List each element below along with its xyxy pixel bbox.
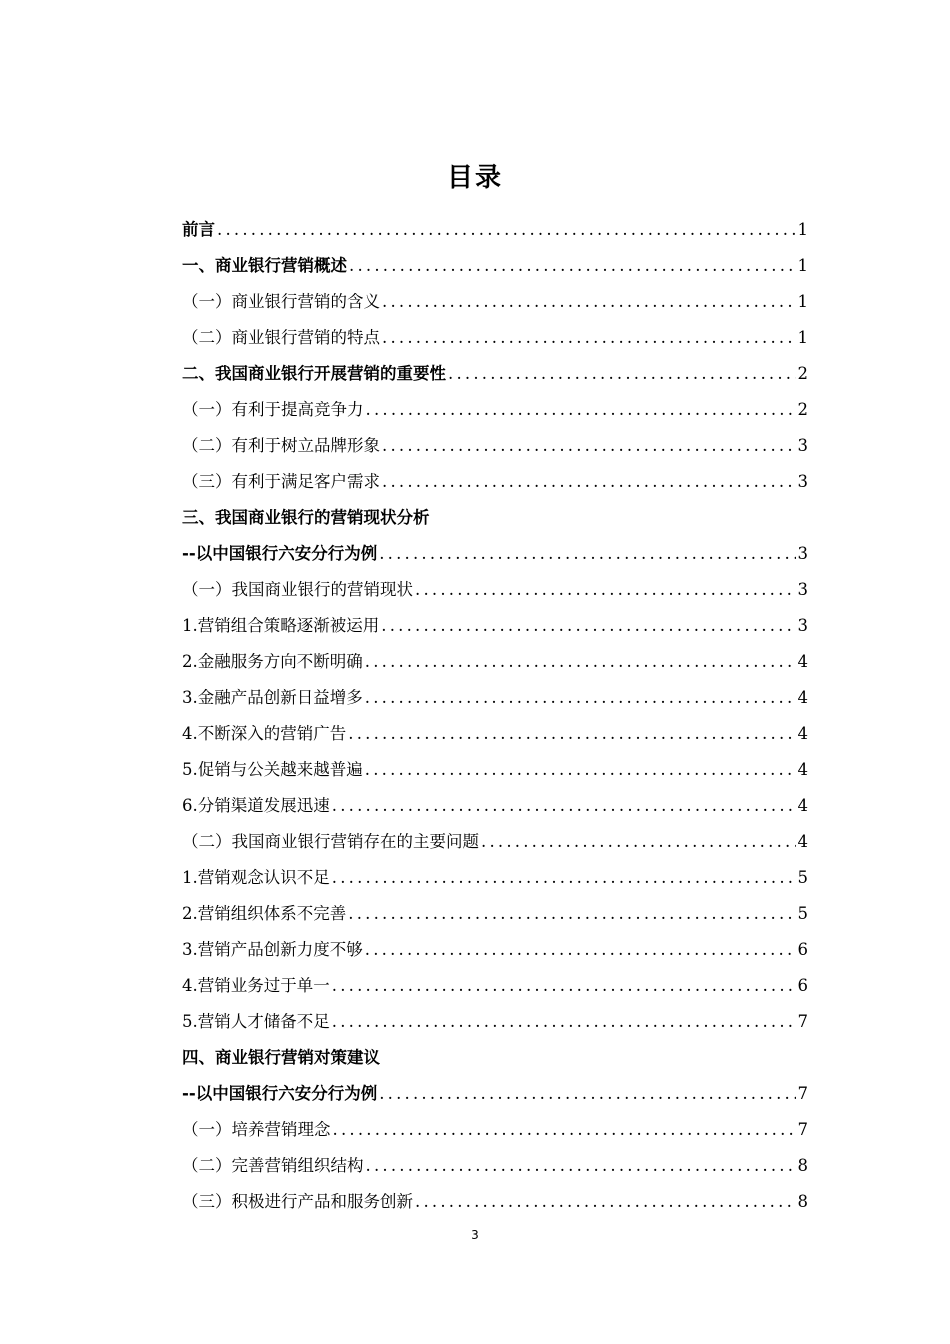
toc-entry-text: （三）有利于满足客户需求 xyxy=(182,472,380,491)
toc-entry xyxy=(182,968,808,1004)
toc-entry-text: 前言 xyxy=(182,220,215,239)
toc-entry xyxy=(182,1076,808,1112)
toc-dot-leader xyxy=(348,716,795,752)
toc-entry-page: 5 xyxy=(797,904,808,923)
toc-entry-page: 4 xyxy=(797,688,808,707)
toc-entry-text: 四、商业银行营销对策建议 xyxy=(182,1048,380,1067)
toc-entry xyxy=(182,1040,808,1076)
toc-entry-page: 1 xyxy=(797,292,808,311)
toc-entry-page: 5 xyxy=(797,868,808,887)
toc-dot-leader xyxy=(382,320,796,356)
toc-dot-leader xyxy=(381,608,795,644)
toc-entry-text: 4.不断深入的营销广告 xyxy=(182,724,347,743)
toc-dot-leader xyxy=(379,536,795,572)
toc-entry xyxy=(182,860,808,896)
toc-entry-text: 6.分销渠道发展迅速 xyxy=(182,796,330,815)
toc-dot-leader xyxy=(382,428,796,464)
toc-entry-page: 6 xyxy=(797,940,808,959)
toc-entry xyxy=(182,356,808,392)
toc-entry-page: 7 xyxy=(797,1120,808,1139)
toc-entry-text: 2.金融服务方向不断明确 xyxy=(182,652,363,671)
toc-entry-page: 3 xyxy=(797,544,808,563)
toc-dot-leader xyxy=(332,788,796,824)
toc-dot-leader xyxy=(349,248,796,284)
toc-entry-text: （一）培养营销理念 xyxy=(182,1120,331,1139)
toc-entry-text: （一）我国商业银行的营销现状 xyxy=(182,580,413,599)
toc-dot-leader xyxy=(481,824,796,860)
toc-dot-leader xyxy=(332,968,796,1004)
toc-entry-text: （二）完善营销组织结构 xyxy=(182,1156,364,1175)
toc-entry xyxy=(182,896,808,932)
toc-dot-leader xyxy=(365,680,796,716)
toc-entry-page: 3 xyxy=(797,616,808,635)
toc-dot-leader xyxy=(365,752,796,788)
toc-entry-text: 二、我国商业银行开展营销的重要性 xyxy=(182,364,446,383)
toc-entry-text: 5.营销人才储备不足 xyxy=(182,1012,330,1031)
toc-entry-page: 2 xyxy=(797,400,808,419)
toc-entry-text: 2.营销组织体系不完善 xyxy=(182,904,347,923)
toc-entry-page: 4 xyxy=(797,832,808,851)
toc-entry-page: 8 xyxy=(797,1192,808,1211)
toc-dot-leader xyxy=(332,1004,796,1040)
toc-entry xyxy=(182,320,808,356)
toc-entry-text: （一）商业银行营销的含义 xyxy=(182,292,380,311)
toc-entry xyxy=(182,1184,808,1220)
toc-entry xyxy=(182,428,808,464)
toc-entry-page: 1 xyxy=(797,220,808,239)
toc-entry xyxy=(182,464,808,500)
toc-entry xyxy=(182,536,808,572)
toc-title: 目录 xyxy=(446,163,503,193)
toc-dot-leader xyxy=(217,212,796,248)
toc-entry xyxy=(182,644,808,680)
toc-entry xyxy=(182,1112,808,1148)
toc-entry-page: 7 xyxy=(797,1084,808,1103)
toc-entry xyxy=(182,212,808,248)
toc-entry-page: 4 xyxy=(797,724,808,743)
toc-entry-text: 3.营销产品创新力度不够 xyxy=(182,940,363,959)
toc-entry xyxy=(182,1148,808,1184)
toc-entry xyxy=(182,788,808,824)
toc-entry xyxy=(182,608,808,644)
toc-dot-leader xyxy=(348,896,795,932)
toc-entry-text: （二）我国商业银行营销存在的主要问题 xyxy=(182,832,479,851)
toc-entry xyxy=(182,284,808,320)
toc-entry xyxy=(182,392,808,428)
toc-entry-page: 3 xyxy=(797,436,808,455)
toc-entry-page: 2 xyxy=(797,364,808,383)
toc-entry-page: 4 xyxy=(797,796,808,815)
toc-dot-leader xyxy=(448,356,796,392)
toc-dot-leader xyxy=(366,392,796,428)
toc-entry-text: （三）积极进行产品和服务创新 xyxy=(182,1192,413,1211)
toc-dot-leader xyxy=(332,860,796,896)
toc-entry-text: （二）有利于树立品牌形象 xyxy=(182,436,380,455)
toc-dot-leader xyxy=(382,464,796,500)
toc-entry-text: 1.营销组合策略逐渐被运用 xyxy=(182,616,380,635)
toc-entry-page: 1 xyxy=(797,328,808,347)
toc-dot-leader xyxy=(333,1112,796,1148)
toc-entry-text: （二）商业银行营销的特点 xyxy=(182,328,380,347)
toc-entry-page: 1 xyxy=(797,256,808,275)
toc-entry xyxy=(182,716,808,752)
toc-entry-text: 一、商业银行营销概述 xyxy=(182,256,347,275)
toc-entry xyxy=(182,824,808,860)
toc-entry-text: --以中国银行六安分行为例 xyxy=(182,1084,378,1103)
toc-entry xyxy=(182,752,808,788)
toc-entry-page: 8 xyxy=(797,1156,808,1175)
toc-list xyxy=(182,212,808,1220)
toc-entry xyxy=(182,500,808,536)
toc-entry-text: --以中国银行六安分行为例 xyxy=(182,544,378,563)
toc-dot-leader xyxy=(379,1076,795,1112)
toc-entry xyxy=(182,572,808,608)
toc-dot-leader xyxy=(415,572,796,608)
toc-entry-text: 三、我国商业银行的营销现状分析 xyxy=(182,508,430,527)
toc-entry-page: 3 xyxy=(797,472,808,491)
toc-entry-text: 3.金融产品创新日益增多 xyxy=(182,688,363,707)
toc-entry-text: 1.营销观念认识不足 xyxy=(182,868,330,887)
toc-entry-text: （一）有利于提高竞争力 xyxy=(182,400,364,419)
page-number: 3 xyxy=(471,1228,479,1242)
toc-dot-leader xyxy=(366,1148,796,1184)
toc-entry xyxy=(182,248,808,284)
toc-entry-page: 4 xyxy=(797,760,808,779)
toc-entry-page: 4 xyxy=(797,652,808,671)
toc-entry-page: 7 xyxy=(797,1012,808,1031)
toc-entry-page: 6 xyxy=(797,976,808,995)
toc-dot-leader xyxy=(415,1184,796,1220)
toc-entry xyxy=(182,932,808,968)
toc-entry-text: 5.促销与公关越来越普遍 xyxy=(182,760,363,779)
toc-dot-leader xyxy=(365,932,796,968)
toc-entry-text: 4.营销业务过于单一 xyxy=(182,976,330,995)
toc-entry xyxy=(182,1004,808,1040)
toc-entry-page: 3 xyxy=(797,580,808,599)
toc-entry xyxy=(182,680,808,716)
toc-dot-leader xyxy=(382,284,796,320)
toc-dot-leader xyxy=(365,644,796,680)
